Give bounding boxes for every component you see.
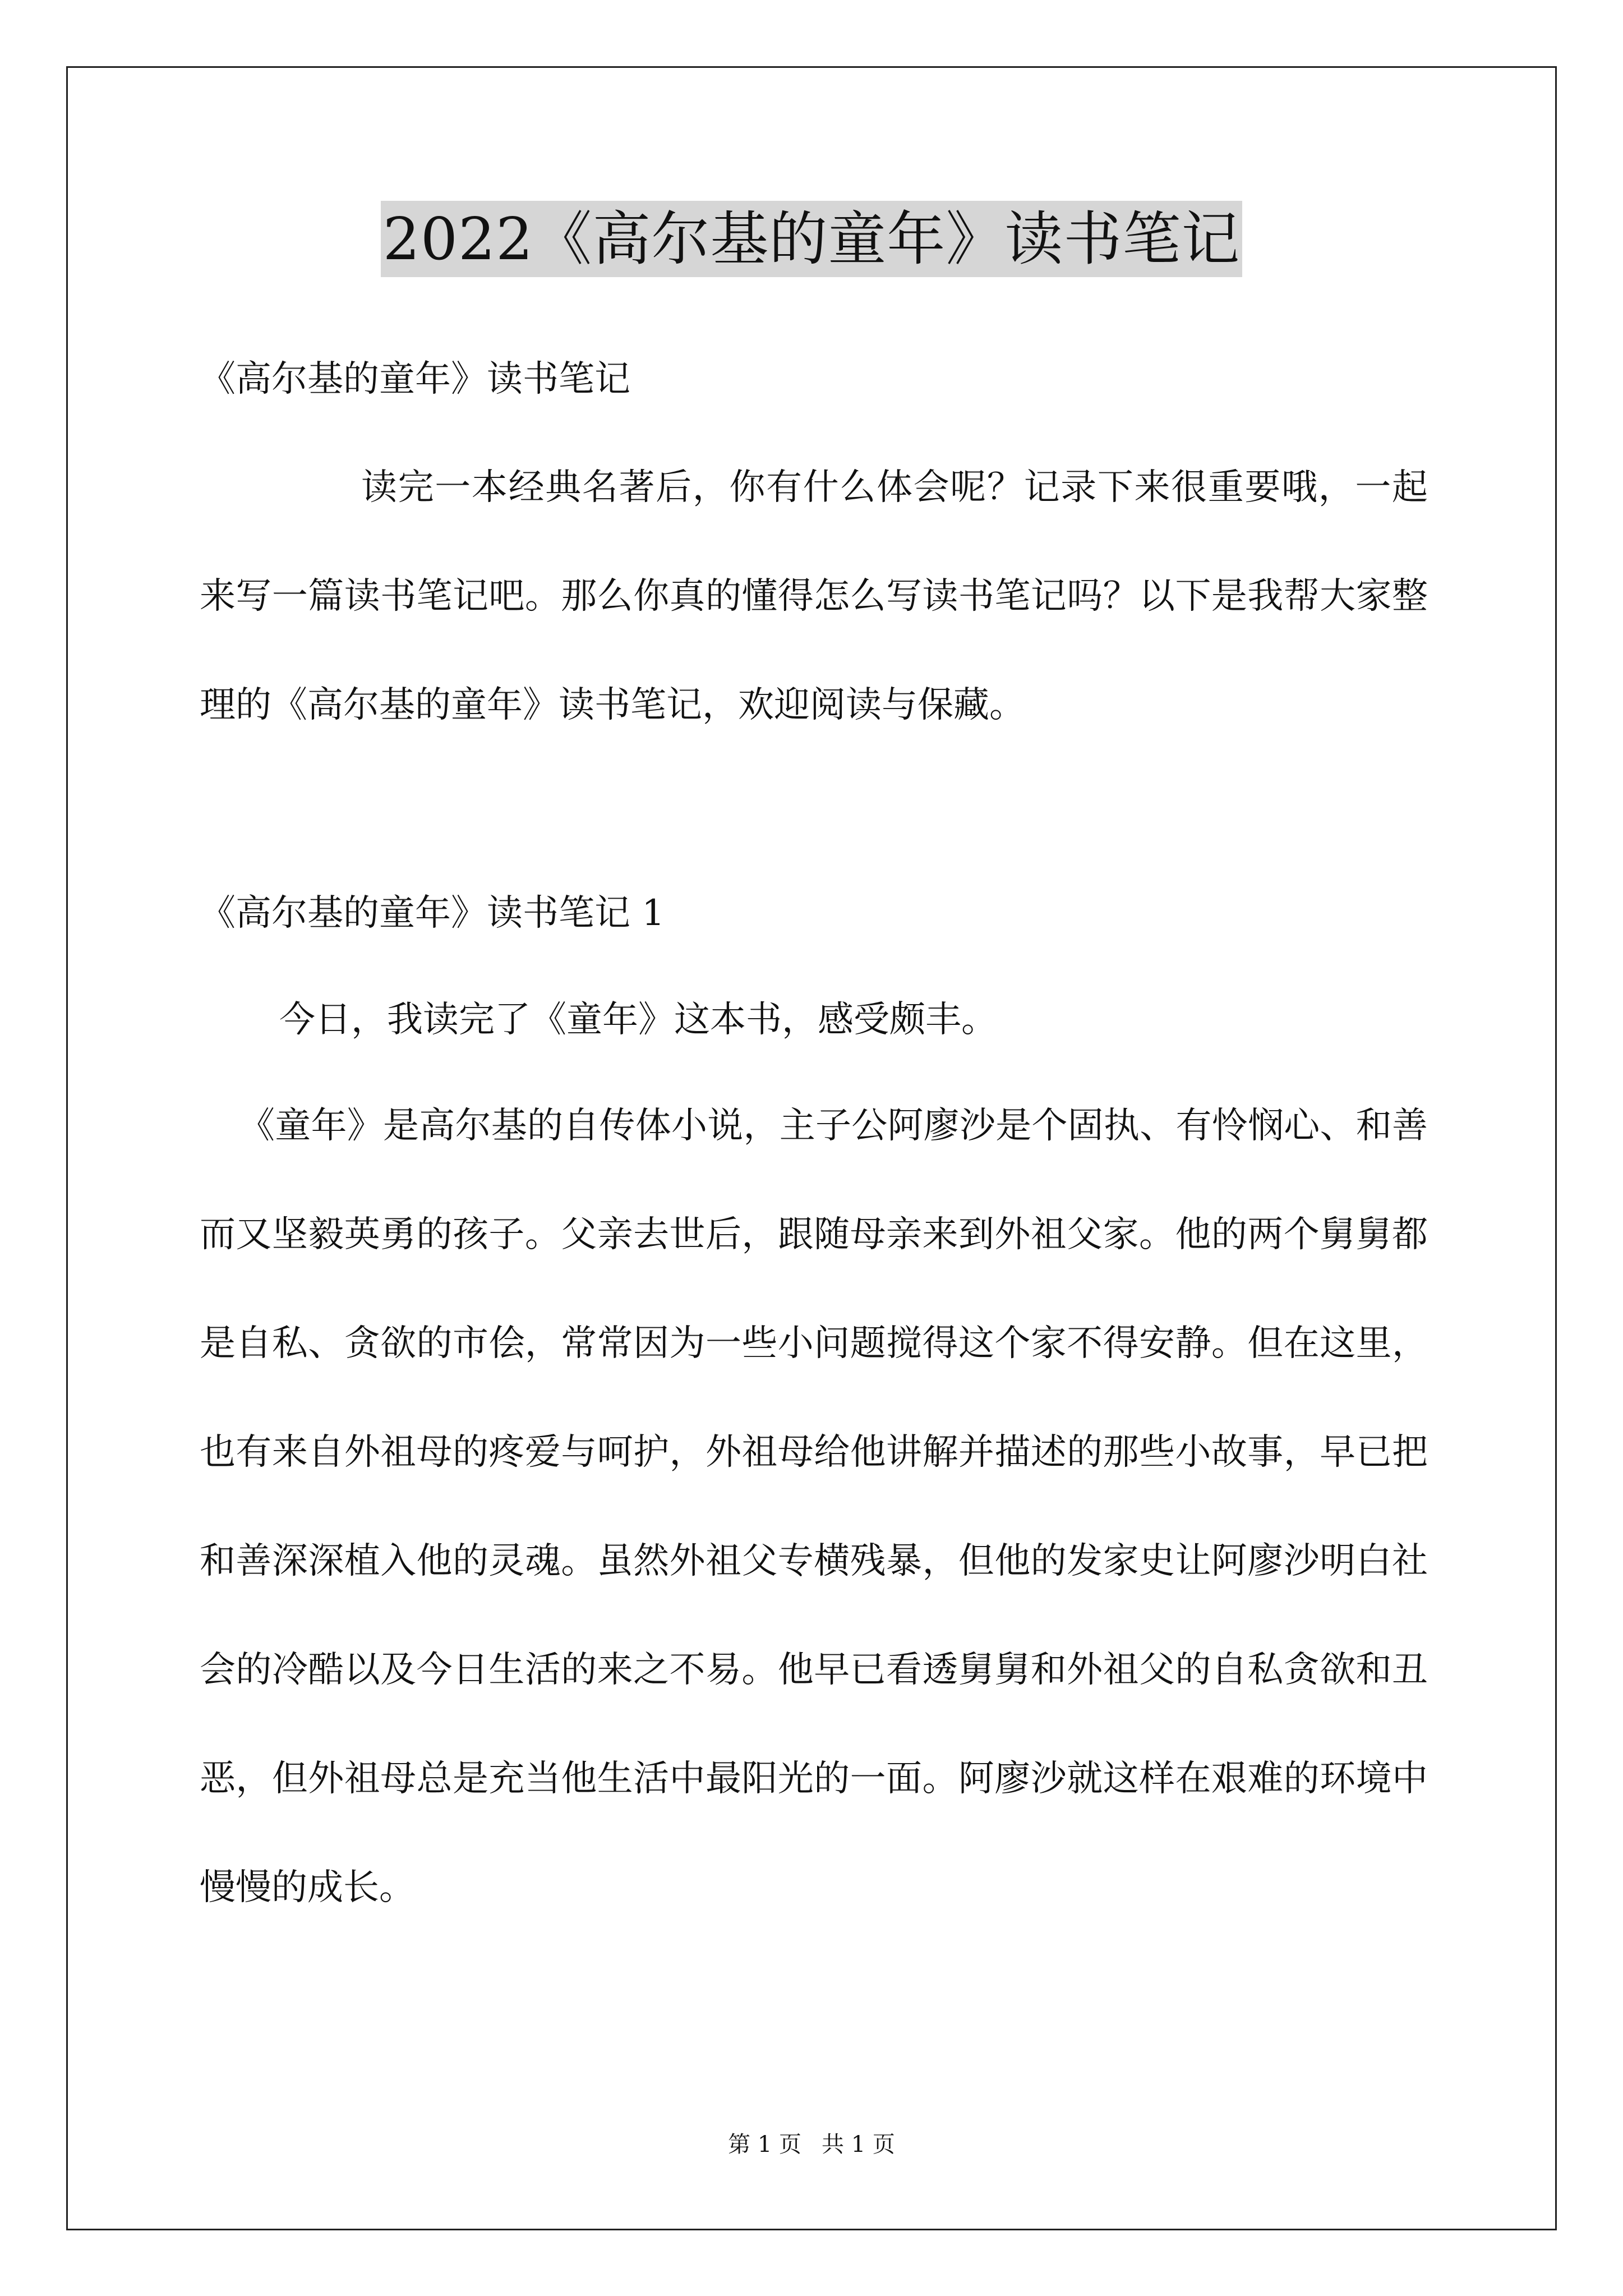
paragraph-2: 《童年》是高尔基的自传体小说，主子公阿廖沙是个固执、有怜悯心、和善而又坚毅英勇的孩子。父亲去世后，跟随母亲来到外祖父家。他的两个舅舅都是自私、贪欲的市侩，常常因为一些小问题搅得这个家不得安静。但在这里，也有来自外祖母的疼爱与呵护，外祖母给他讲解并描述的那些小故事，早已把和善深深植入他的灵魂。虽然外祖父专横残暴，但他的发家史让阿廖沙明白社会的冷酷以及今日生活的来之不易。他早已看透舅舅和外祖父的自私贪欲和丑恶，但外祖母总是充当他生活中最阳光的一面。阿廖沙就这样在艰难的环境中慢慢的成长。 (200, 1105, 1428, 1908)
document-title: 2022《高尔基的童年》读书笔记 (381, 201, 1243, 277)
page-footer (0, 2131, 1623, 2159)
page-current: 第 1 页 (728, 2132, 801, 2157)
intro-paragraph: 读完一本经典名著后，你有什么体会呢？记录下来很重要哦，一起来写一篇读书笔记吧。那么你真的懂得怎么写读书笔记吗？以下是我帮大家整理的《高尔基的童年》读书笔记，欢迎阅读与保藏。 (200, 467, 1428, 726)
page-total: 共 1 页 (822, 2132, 895, 2157)
paragraph-1: 今日，我读完了《童年》这本书，感受颇丰。 (279, 999, 997, 1041)
document-subtitle: 《高尔基的童年》读书笔记 (200, 358, 630, 400)
section-heading: 《高尔基的童年》读书笔记 1 (200, 892, 665, 934)
title-container (0, 201, 1623, 277)
